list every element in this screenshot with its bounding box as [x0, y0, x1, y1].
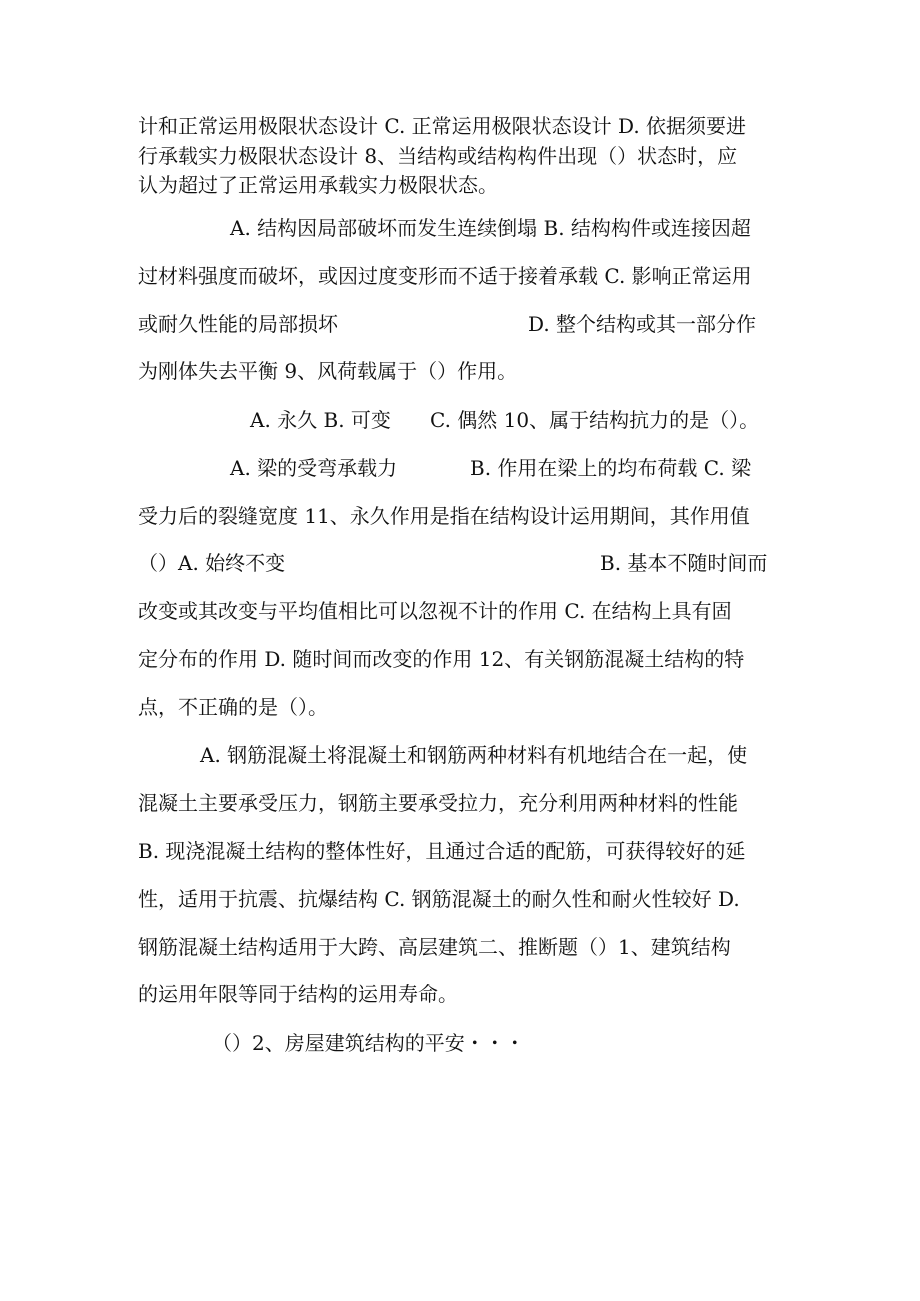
text-line: 行承载实力极限状态设计 8、当结构或结构构件出现（）状态时，应 [138, 144, 738, 168]
text-line: D. 整个结构或其一部分作 [528, 312, 757, 336]
text-line: B. 现浇混凝土结构的整体性好，且通过合适的配筋，可获得较好的延 [138, 839, 746, 863]
text-line: A. 永久 B. 可变 [250, 408, 391, 432]
text-line: 认为超过了正常运用承载实力极限状态。 [138, 173, 498, 197]
text-line: A. 梁的受弯承载力 [230, 456, 398, 480]
text-line: 钢筋混凝土结构适用于大跨、高层建筑二、推断题（）1、建筑结构 [138, 935, 731, 959]
text-line: A. 结构因局部破坏而发生连续倒塌 B. 结构构件或连接因超 [230, 216, 751, 240]
text-line: C. 偶然 10、属于结构抗力的是（）。 [430, 408, 760, 432]
text-line: 计和正常运用极限状态设计 C. 正常运用极限状态设计 D. 依据须要进 [138, 114, 747, 138]
text-line: 定分布的作用 D. 随时间而改变的作用 12、有关钢筋混凝土结构的特 [138, 647, 745, 671]
text-line: 混凝土主要承受压力，钢筋主要承受拉力，充分利用两种材料的性能 [138, 791, 738, 815]
text-line: 过材料强度而破坏，或因过度变形而不适于接着承载 C. 影响正常运用 [138, 264, 752, 288]
text-line: （）2、房屋建筑结构的平安・・・ [212, 1031, 525, 1055]
text-line: 点，不正确的是（）。 [138, 695, 328, 719]
text-line: B. 作用在梁上的均布荷载 C. 梁 [470, 456, 752, 480]
text-line: 受力后的裂缝宽度 11、永久作用是指在结构设计运用期间，其作用值 [138, 504, 750, 528]
text-line: 的运用年限等同于结构的运用寿命。 [138, 982, 458, 1006]
text-line: 或耐久性能的局部损坏 [138, 312, 338, 336]
text-line: （）A. 始终不变 [138, 551, 286, 575]
text-line: 改变或其改变与平均值相比可以忽视不计的作用 C. 在结构上具有固 [138, 599, 732, 623]
text-line: A. 钢筋混凝土将混凝土和钢筋两种材料有机地结合在一起，使 [200, 743, 748, 767]
text-line: 性，适用于抗震、抗爆结构 C. 钢筋混凝土的耐久性和耐火性较好 D. [138, 887, 740, 911]
text-line: B. 基本不随时间而 [600, 551, 768, 575]
text-line: 为刚体失去平衡 9、风荷载属于（）作用。 [138, 359, 518, 383]
